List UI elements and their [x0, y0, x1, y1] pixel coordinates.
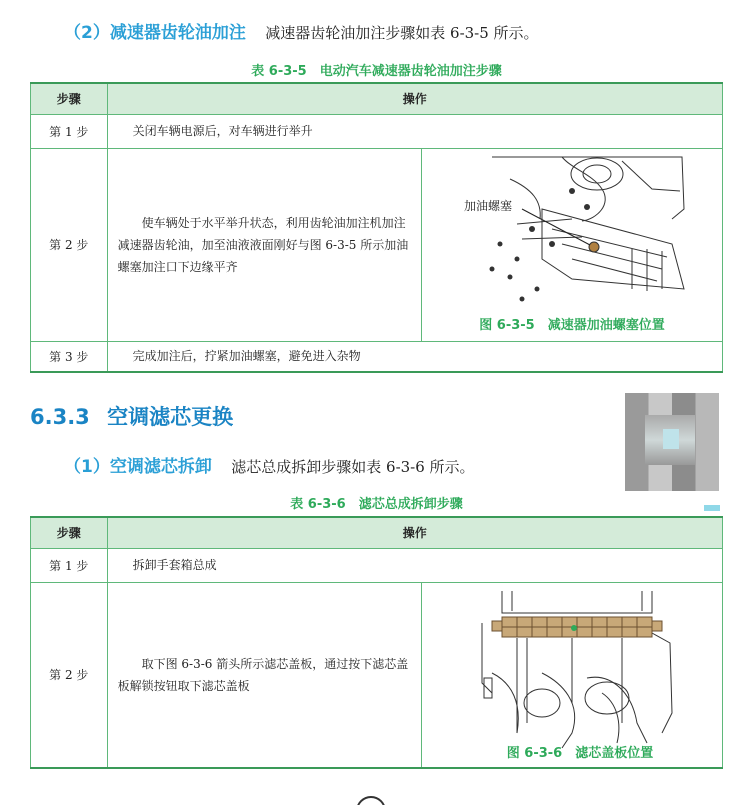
section-intro-text: 减速器齿轮油加注步骤如表 6-3-5 所示。 — [265, 24, 539, 42]
operation-cell: 使车辆处于水平举升状态，利用齿轮油加注机加注减速器齿轮油，加至油液液面刚好与图 6-3-5 所示加油螺塞加注口下边缘平齐 — [107, 148, 421, 341]
table-row — [31, 341, 723, 372]
chapter-heading — [30, 401, 233, 431]
table-caption: 表 6-3-5 电动汽车减速器齿轮油加注步骤 — [251, 64, 502, 79]
figure-cell — [421, 582, 722, 768]
table-row — [31, 548, 723, 582]
table-filter-removal-steps — [30, 516, 723, 769]
chapter-title: 空调滤芯更换 — [107, 405, 234, 429]
table-caption: 表 6-3-6 滤芯总成拆卸步骤 — [290, 497, 463, 512]
chapter-number: 6.3.3 — [30, 405, 90, 429]
operation-cell: 拆卸手套箱总成 — [107, 548, 722, 582]
filter-cover-figure — [422, 583, 722, 767]
step-cell: 第 2 步 — [31, 148, 108, 341]
section-name: 空调滤芯拆卸 — [109, 457, 212, 477]
section-heading-reducer-oil — [64, 18, 539, 43]
table-header-operation: 操作 — [107, 517, 722, 548]
section-number: （2） — [64, 23, 110, 43]
figure-cell — [421, 148, 722, 341]
step-cell: 第 3 步 — [31, 341, 108, 372]
table-header-step: 步骤 — [31, 517, 108, 548]
table-header-step: 步骤 — [31, 83, 108, 114]
table-header-operation: 操作 — [107, 83, 722, 114]
section-name: 减速器齿轮油加注 — [109, 23, 246, 43]
reducer-oil-plug-figure — [422, 149, 722, 341]
table-row — [31, 582, 723, 768]
step-cell: 第 1 步 — [31, 114, 108, 148]
figure-caption: 图 6-3-5 减速器加油螺塞位置 — [479, 317, 665, 333]
step-cell: 第 1 步 — [31, 548, 108, 582]
section-number: （1） — [64, 457, 110, 477]
page-number-ornament — [356, 796, 386, 805]
operation-cell: 完成加注后，拧紧加油螺塞，避免进入杂物 — [107, 341, 722, 372]
section-heading-filter-removal — [64, 452, 475, 477]
section-intro-text: 滤芯总成拆卸步骤如表 6-3-6 所示。 — [231, 458, 475, 476]
oil-plug-marker — [589, 242, 599, 252]
arrow-marker-icon — [571, 625, 577, 631]
qr-code-thumbnail — [625, 393, 719, 491]
table-row — [31, 148, 723, 341]
table-reducer-oil-steps — [30, 82, 723, 373]
operation-cell: 关闭车辆电源后，对车辆进行举升 — [107, 114, 722, 148]
table-row — [31, 114, 723, 148]
figure-caption: 图 6-3-6 滤芯盖板位置 — [506, 745, 654, 761]
operation-cell: 取下图 6-3-6 箭头所示滤芯盖板，通过按下滤芯盖板解锁按钮取下滤芯盖板 — [107, 582, 421, 768]
oil-plug-callout: 加油螺塞 — [463, 198, 512, 213]
step-cell: 第 2 步 — [31, 582, 108, 768]
